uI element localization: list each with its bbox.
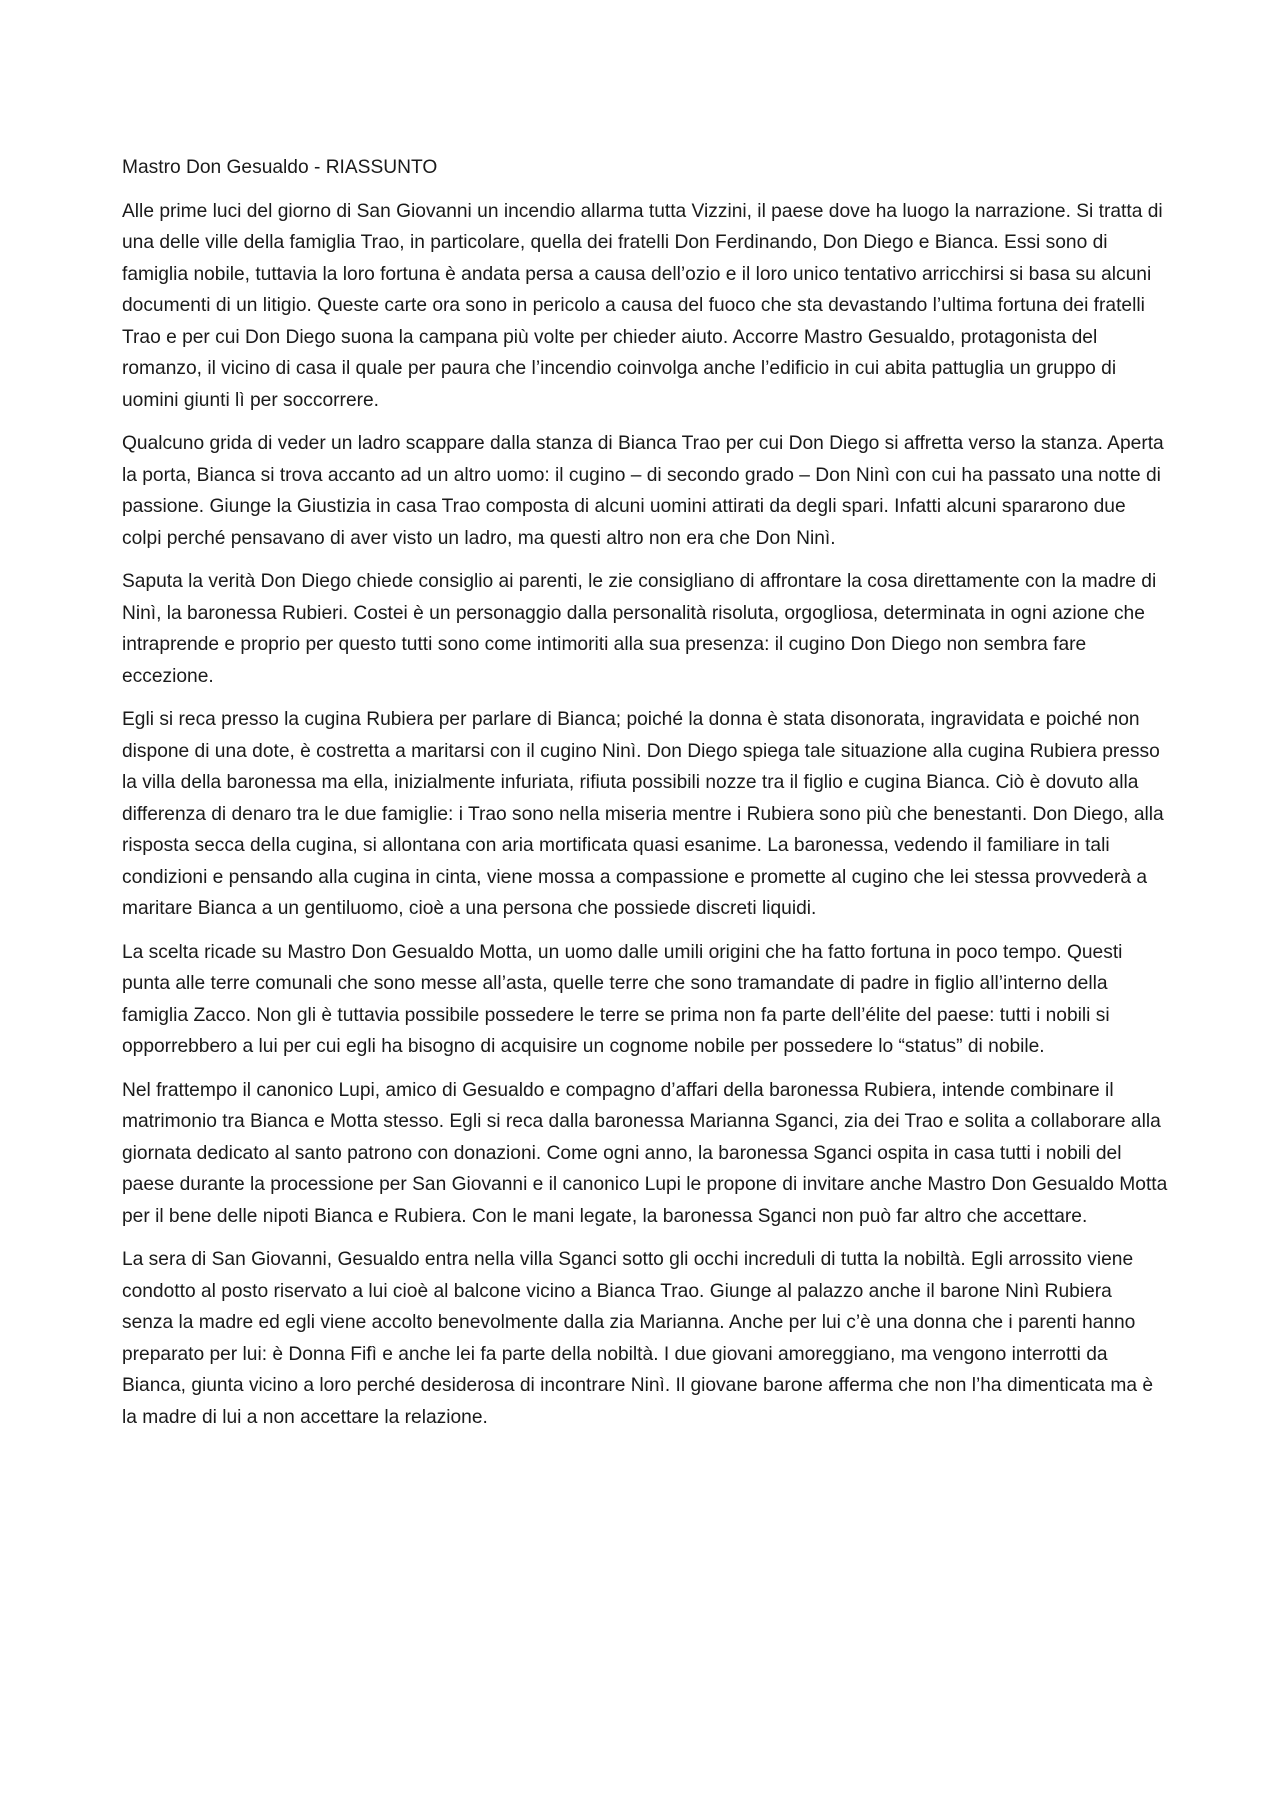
paragraph-5: La scelta ricade su Mastro Don Gesualdo Motta, un uomo dalle umili origini che ha fatto fortuna in poco tempo. Questi punta alle terre comunali che sono messe all’asta, quelle terre che sono tramandate di padre in figlio all’interno della famiglia Zacco. Non gli è tuttavia possibile possedere le terre se prima non fa parte dell’élite del paese: tutti i nobili si opporrebbero a lui per cui egli ha bisogno di acquisire un cognome nobile per possedere lo “status” di nobile. xyxy=(122,941,1123,1057)
paragraph-7: La sera di San Giovanni, Gesualdo entra nella villa Sganci sotto gli occhi increduli di tutta la nobiltà. Egli arrossito viene condotto al posto riservato a lui cioè al balcone vicino a Bianca Trao. Giunge al palazzo anche il barone Ninì Rubiera senza la madre ed egli viene accolto benevolmente dalla zia Marianna. Anche per lui c’è una donna che i parenti hanno preparato per lui: è Donna Fifì e anche lei fa parte della nobiltà. I due giovani amoreggiano, ma vengono interrotti da Bianca, giunta vicino a loro perché desiderosa di incontrare Ninì. Il giovane barone afferma che non l’ha dimenticata ma è la madre di lui a non accettare la relazione. xyxy=(122,1249,1154,1428)
paragraph-2: Qualcuno grida di veder un ladro scappare dalla stanza di Bianca Trao per cui Don Diego si affretta verso la stanza. Aperta la porta, Bianca si trova accanto ad un altro uomo: il cugino – di secondo grado – Don Ninì con cui ha passato una notte di passione. Giunge la Giustizia in casa Trao composta di alcuni uomini attirati da degli spari. Infatti alcuni spararono due colpi perché pensavano di aver visto un ladro, ma questi altro non era che Don Ninì. xyxy=(122,433,1164,549)
paragraph-1: Alle prime luci del giorno di San Giovanni un incendio allarma tutta Vizzini, il paese dove ha luogo la narrazione. Si tratta di una delle ville della famiglia Trao, in particolare, quella dei fratelli Don Ferdinando, Don Diego e Bianca. Essi sono di famiglia nobile, tuttavia la loro fortuna è andata persa a causa dell’ozio e il loro unico tentativo arricchirsi si basa su alcuni documenti di un litigio. Queste carte ora sono in pericolo a causa del fuoco che sta devastando l’ultima fortuna dei fratelli Trao e per cui Don Diego suona la campana più volte per chieder aiuto. Accorre Mastro Gesualdo, protagonista del romanzo, il vicino di casa il quale per paura che l’incendio coinvolga anche l’edificio in cui abita pattuglia un gruppo di uomini giunti lì per soccorrere. xyxy=(122,200,1163,411)
paragraph-4: Egli si reca presso la cugina Rubiera per parlare di Bianca; poiché la donna è stata disonorata, ingravidata e poiché non dispone di una dote, è costretta a maritarsi con il cugino Ninì. Don Diego spiega tale situazione alla cugina Rubiera presso la villa della baronessa ma ella, inizialmente infuriata, rifiuta possibili nozze tra il figlio e cugina Bianca. Ciò è dovuto alla differenza di denaro tra le due famiglie: i Trao sono nella miseria mentre i Rubiera sono più che benestanti. Don Diego, alla risposta secca della cugina, si allontana con aria mortificata quasi esanime. La baronessa, vedendo il familiare in tali condizioni e pensando alla cugina in cinta, viene mossa a compassione e promette al cugino che lei stessa provvederà a maritare Bianca a un gentiluomo, cioè a una persona che possiede discreti liquidi. xyxy=(122,709,1164,919)
document-body xyxy=(122,152,1168,1445)
paragraph-3: Saputa la verità Don Diego chiede consiglio ai parenti, le zie consigliano di affrontare la cosa direttamente con la madre di Ninì, la baronessa Rubieri. Costei è un personaggio dalla personalità risoluta, orgogliosa, determinata in ogni azione che intraprende e proprio per questo tutti sono come intimoriti alla sua presenza: il cugino Don Diego non sembra fare eccezione. xyxy=(122,571,1157,687)
document-title: Mastro Don Gesualdo - RIASSUNTO xyxy=(122,157,438,178)
paragraph-6: Nel frattempo il canonico Lupi, amico di Gesualdo e compagno d’affari della baronessa Rubiera, intende combinare il matrimonio tra Bianca e Motta stesso. Egli si reca dalla baronessa Marianna Sganci, zia dei Trao e solita a collaborare alla giornata dedicato al santo patrono con donazioni. Come ogni anno, la baronessa Sganci ospita in casa tutti i nobili del paese durante la processione per San Giovanni e il canonico Lupi le propone di invitare anche Mastro Don Gesualdo Motta per il bene delle nipoti Bianca e Rubiera. Con le mani legate, la baronessa Sganci non può far altro che accettare. xyxy=(122,1079,1168,1227)
